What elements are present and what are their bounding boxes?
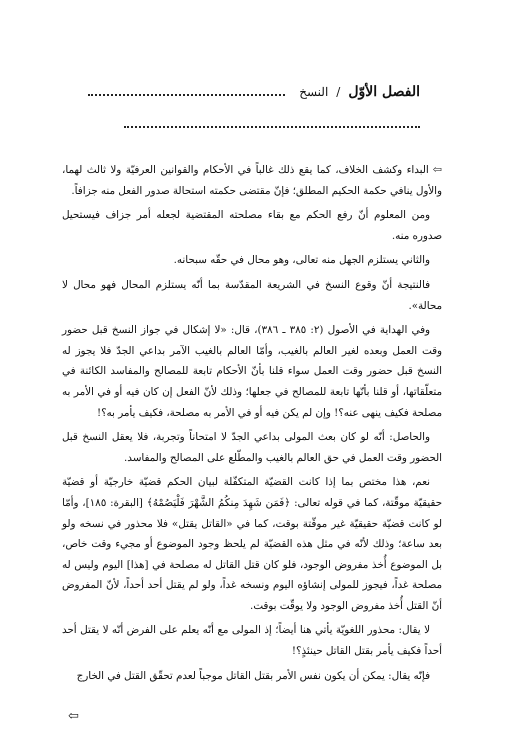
paragraph: نعم، هذا مختص بما إذا كانت القضيّة المتكفّلة لبيان الحكم قضيّة خارجيّة أو قضيّة حقيقيّة موقّتة، كما في قوله تعالى: ﴿فَمَن شَهِدَ مِنكُمُ الشَّهْرَ فَلْيَصُمْهُ﴾ [البقرة: ١٨٥]، وأمّا لو كانت قضيّة حقيقيّة غير موقّتة بوقت، كما في «القاتل يقتل» فلا محذور في نسخه ولو بعد ساعة؛ وذلك لأنّه في مثل هذه القضيّة لم يلحظ وجود الموضوع أو مجيء وقت خاص، بل الموضوع أُخذ مفروض الوجود، فلو كان قتل القاتل له مصلحة في [هذا] اليوم وليس له مصلحة غداً، فيجوز للمولى إنشاؤه اليوم ونسخه غداً، ولو لم يقتل أحد أحداً، لأنّ المفروض أنّ القتل أُخذ مفروض الوجود ولا يوقّت بوقت. (62, 476, 442, 612)
paragraph: فإنّه يقال: يمكن أن يكون نفس الأمر بقتل القاتل موجباً لعدم تحقّق القتل في الخارج (76, 669, 430, 682)
paragraph: والثاني يستلزم الجهل منه تعالى، وهو محال في حقّه سبحانه. (173, 254, 430, 267)
header-separator: / (336, 85, 341, 99)
continuation-arrow-icon: ⇦ (432, 163, 442, 176)
running-header (88, 84, 420, 106)
header-dotted-rule (88, 84, 285, 96)
continuation-arrow-icon: ⇦ (68, 709, 79, 724)
paragraph: لا يقال: محذور اللغويّة يأتي هنا أيضاً؛ إذ المولى مع أنّه يعلم على الفرض أنّه لا يقتل أحد أحداً فكيف يأمر بقتل القاتل حينئذٍ؟! (62, 624, 442, 658)
paragraph-text: البداء وكشف الخلاف، كما يقع ذلك غالباً في الأحكام والقوانين العرفيّة ولا ثالث لهما، والأول ينافي حكمة الحكيم المطلق؛ فإنّ مقتضى حكمته استحالة صدور الفعل منه جزافاً. (62, 164, 442, 197)
chapter-title: الفصل الأوّل (348, 84, 420, 100)
paragraph: ومن المعلوم أنّ رفع الحكم مع بقاء مصلحته المقتضية لجعله أمر جزاف فيستحيل صدوره منه. (62, 209, 442, 242)
paragraph: فالنتيجة أنّ وقوع النسخ في الشريعة المقدّسة بما أنّه يستلزم المحال فهو محال لا محالة». (62, 278, 442, 312)
paragraph: والحاصل: أنّه لو كان بعث المولى بداعي الجدّ لا امتحاناً وتجربة، فلا يعقل النسخ قبل الحضور وقت العمل في حق العالم بالغيب والمطّلع على المصالح والمفاسد. (62, 431, 442, 464)
paragraph: وفي الهداية في الأصول (٢: ٣٨٥ ـ ٣٨٦)، قال: «لا إشكال في جواز النسخ قبل حضور وقت العمل وبعده لغير العالم بالغيب، وأمّا العالم بالغيب الآمر بداعي الجدّ فلا يجوز له النسخ قبل حضور وقت العمل سواء قلنا بأنّ الأحكام تابعة للمصالح والمفاسد الكائنة في متعلّقاتها، أو قلنا بأنّها تابعة للمصالح في جعلها؛ وذلك لأنّ الفعل إن كان فيه أو في الأمر به مصلحة فكيف ينهى عنه؟! وإن لم يكن فيه أو في الأمر به مصلحة، فكيف يأمر به؟! (62, 324, 442, 419)
section-title: النسخ (299, 85, 329, 99)
paragraph (62, 160, 442, 201)
footnote-body (62, 160, 442, 690)
header-dotted-rule-2 (124, 122, 420, 128)
